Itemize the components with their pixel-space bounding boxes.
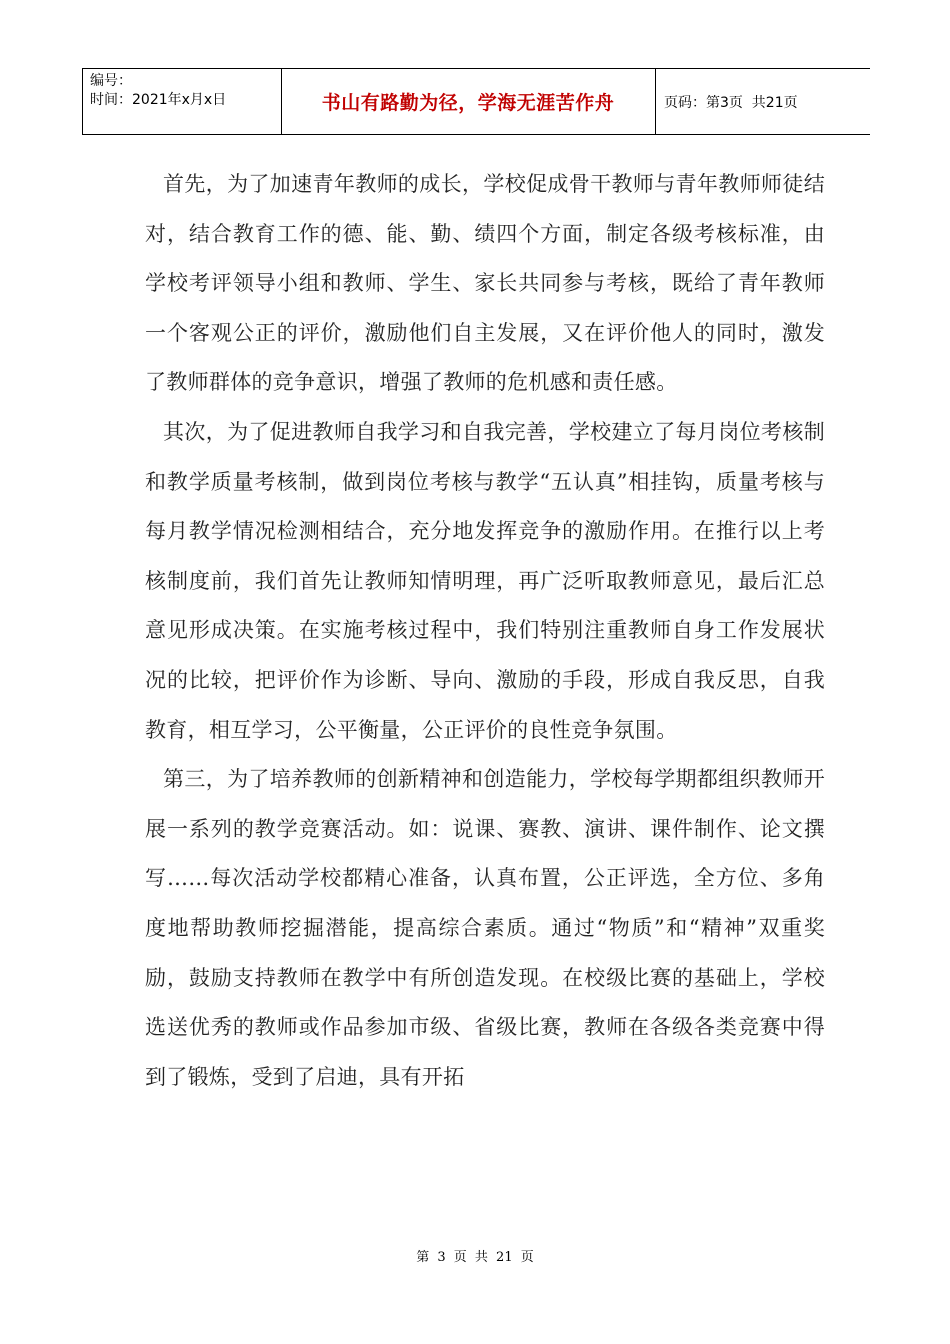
document-body — [145, 160, 825, 1102]
page-footer: 第 3 页 共 21 页 — [416, 1250, 534, 1265]
header-divider-left — [82, 68, 83, 135]
header-divider-middle-right — [655, 68, 656, 135]
document-date-label: 时间：2021年x月x日 — [90, 92, 227, 108]
paragraph-first: 首先，为了加速青年教师的成长，学校促成骨干教师与青年教师师徒结对，结合教育工作的德、能、勤、绩四个方面，制定各级考核标准，由学校考评领导小组和教师、学生、家长共同参与考核，既给了青年教师一个客观公正的评价，激励他们自主发展，又在评价他人的同时，激发了教师群体的竞争意识，增强了教师的危机感和责任感。 — [145, 172, 825, 395]
header-motto: 书山有路勤为径，学海无涯苦作舟 — [321, 92, 615, 114]
header-left-cell — [90, 72, 276, 110]
paragraph-second: 其次，为了促进教师自我学习和自我完善，学校建立了每月岗位考核制和教学质量考核制，做到岗位考核与教学“五认真”相挂钩，质量考核与每月教学情况检测相结合，充分地发挥竞争的激励作用。在推行以上考核制度前，我们首先让教师知情明理，再广泛听取教师意见，最后汇总意见形成决策。在实施考核过程中，我们特别注重教师自身工作发展状况的比较，把评价作为诊断、导向、激励的手段，形成自我反思，自我教育，相互学习，公平衡量，公正评价的良性竞争氛围。 — [145, 419, 825, 742]
document-number-label: 编号： — [90, 73, 132, 89]
header-page-info: 页码：第3页 共21页 — [664, 94, 798, 111]
paragraph-third: 第三，为了培养教师的创新精神和创造能力，学校每学期都组织教师开展一系列的教学竞赛活动。如：说课、赛教、演讲、课件制作、论文撰写……每次活动学校都精心准备，认真布置，公正评选，全方位、多角度地帮助教师挖掘潜能，提高综合素质。通过“物质”和“精神”双重奖励，鼓励支持教师在教学中有所创造发现。在校级比赛的基础上，学校选送优秀的教师或作品参加市级、省级比赛，教师在各级各类竞赛中得到了锻炼，受到了启迪，具有开拓 — [145, 767, 825, 1089]
